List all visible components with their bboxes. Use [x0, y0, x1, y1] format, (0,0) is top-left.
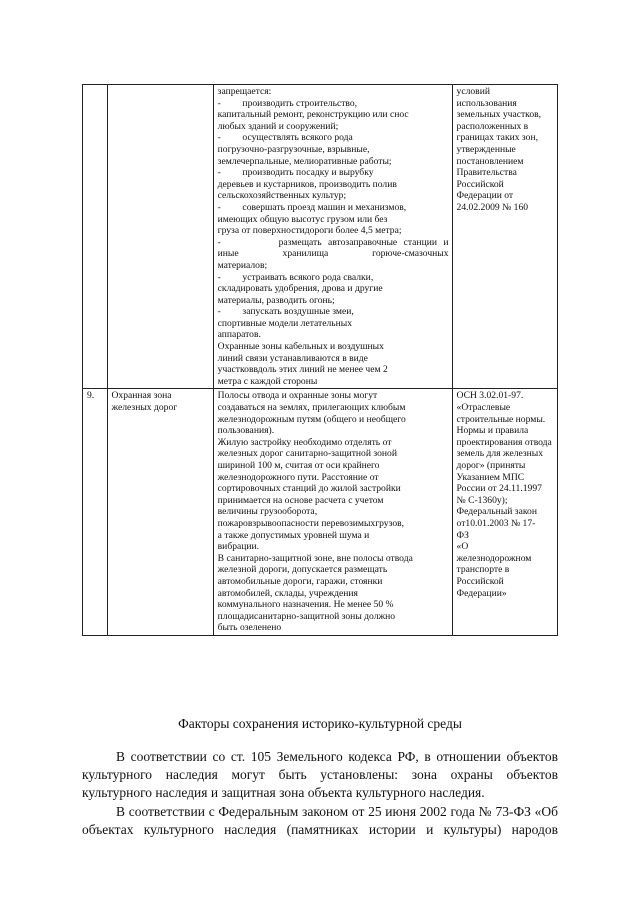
text-line: материалов; — [217, 259, 268, 271]
text-line: железнодорожным путям (общего и необщего — [217, 413, 406, 425]
text-line: ОСН 3.02.01-97. — [456, 390, 524, 402]
text-line: сельскохозяйственных культур; — [217, 190, 347, 202]
section-title: Факторы сохранения историко-культурной среды — [178, 716, 462, 731]
text-line: Указанием МПС — [456, 471, 525, 483]
text-line: принимается на основе расчета с учетом — [217, 494, 384, 506]
text-line: В санитарно-защитной зоне, вне полосы отвода — [217, 552, 413, 564]
text-line: иные хранилища горюче-смазочных — [217, 248, 449, 260]
body-paragraph — [82, 748, 558, 803]
text-line: аппаратов. — [217, 329, 261, 341]
row-number-cell: 9. — [83, 389, 108, 635]
text-line: условий — [456, 86, 490, 97]
text-line: Федерации от — [456, 190, 514, 202]
text-line: железной дороги, допускается размещать — [217, 564, 388, 576]
text-line: спортивные модели летательных — [217, 317, 353, 329]
zone-name-cell — [107, 389, 213, 635]
text-line: постановлением — [456, 155, 524, 167]
text-line: России от 24.11.1997 — [456, 483, 542, 495]
text-line: земельных участков, — [456, 109, 542, 121]
text-line: деревьев и кустарников, производить полив — [217, 178, 397, 190]
text-line: груза от поверхностидороги более 4,5 метра; — [217, 225, 402, 237]
text-line: культурного наследия могут быть установлены: зона охраны объектов — [82, 767, 558, 783]
text-line: участковвдоль этих линий не менее чем 2 — [217, 364, 388, 376]
text-line: дорог» (приняты — [456, 460, 526, 471]
text-line: - осуществлять всякого рода — [217, 132, 353, 144]
text-line: «Отраслевые — [456, 402, 511, 414]
legal-source-cell — [452, 389, 557, 635]
text-line: транспорте в — [456, 564, 510, 576]
text-line: культурного наследия и защитная зона объекта культурного наследия. — [82, 785, 485, 801]
text-line: линий связи устанавливаются в виде — [217, 352, 368, 364]
text-line: землечерпальные, мелиоративные работы; — [217, 155, 392, 167]
row-number-cell — [83, 85, 108, 389]
text-line: капитальный ремонт, реконструкцию или снос — [217, 109, 409, 121]
table-row — [83, 389, 558, 635]
restrictions-cell — [213, 85, 452, 389]
zone-name-cell — [107, 85, 213, 389]
text-line: утвержденные — [456, 143, 516, 155]
text-line: В соответствии с Федеральным законом от 25 июня 2002 года № 73-ФЗ «Об — [116, 804, 558, 819]
text-line: № С-1360у); — [456, 494, 508, 506]
text-line: проектирования отвода — [456, 436, 552, 448]
text-line: быть озеленено — [217, 622, 282, 634]
text-line: погрузочно-разгрузочные, взрывные, — [217, 143, 370, 155]
legal-source-cell — [452, 85, 557, 389]
text-line: Нормы и правила — [456, 425, 529, 437]
text-line: - устраивать всякого рода свалки, — [217, 271, 374, 283]
text-line: а также допустимых уровней шума и — [217, 529, 370, 541]
text-line: железнодорожном — [456, 552, 532, 564]
text-line: от10.01.2003 № 17- — [456, 517, 536, 529]
text-line: железнодорожного пути. Расстояние от — [217, 471, 379, 483]
text-line: пользования). — [217, 425, 275, 437]
text-line: Российской — [456, 178, 504, 190]
text-line: сортировочных станций до жилой застройки — [217, 483, 401, 495]
text-line: - производить строительство, — [217, 97, 358, 109]
text-line: вибрации. — [217, 541, 260, 553]
text-line: Охранные зоны кабельных и воздушных — [217, 341, 384, 353]
text-line: Охранная зона — [111, 390, 172, 402]
text-line: коммунального назначения. Не менее 50 % — [217, 599, 394, 611]
text-line: Федерации» — [456, 587, 507, 599]
text-line: границах таких зон, — [456, 132, 538, 144]
text-line: использования — [456, 97, 517, 109]
text-line: Федеральный закон — [456, 506, 537, 518]
text-line: складировать удобрения, дрова и другие — [217, 283, 383, 295]
text-line: - запускать воздушные змеи, — [217, 306, 354, 318]
text-line: ФЗ — [456, 529, 469, 541]
text-line: - размещать автозаправочные станции и — [217, 236, 449, 248]
text-line: шириной 100 м, считая от оси крайнего — [217, 460, 380, 471]
text-line: метра с каждой стороны — [217, 375, 318, 387]
text-line: пожаровзрывоопасности перевозимыхгрузов, — [217, 517, 405, 529]
text-line: железных дорог санитарно-защитной зоной — [217, 448, 397, 460]
text-line: величины грузооборота, — [217, 506, 318, 518]
restrictions-cell — [213, 389, 452, 635]
text-line: Жилую застройку необходимо отделять от — [217, 436, 392, 448]
regulations-table — [82, 84, 558, 636]
text-line: «О — [456, 541, 469, 553]
text-line: создаваться на землях, прилегающих клюбым — [217, 402, 406, 414]
text-line: площадисанитарно-защитной зоны должно — [217, 610, 396, 622]
text-line: автомобилей, склады, учреждения — [217, 587, 358, 599]
text-line: Полосы отвода и охранные зоны могут — [217, 390, 378, 402]
table-row — [83, 85, 558, 389]
text-line: объектах культурного наследия (памятниках истории и культуры) народов — [82, 822, 558, 838]
body-paragraph — [82, 803, 558, 839]
text-line: любых зданий и сооружений; — [217, 120, 339, 132]
text-line: земель для железных — [456, 448, 544, 460]
text-line: - производить посадку и вырубку — [217, 167, 374, 179]
text-line: строительные нормы. — [456, 413, 546, 425]
text-line: Российской — [456, 575, 504, 587]
text-line: - совершать проезд машин и механизмов, — [217, 201, 407, 213]
text-line: расположенных в — [456, 120, 529, 132]
text-line: железных дорог — [111, 402, 178, 414]
text-line: В соответствии со ст. 105 Земельного кодекса РФ, в отношении объектов — [116, 749, 558, 764]
text-line: запрещается: — [217, 86, 272, 97]
text-line: автомобильные дороги, гаражи, стоянки — [217, 575, 383, 587]
text-line: имеющих общую высотус грузом или без — [217, 213, 388, 225]
text-line: 24.02.2009 № 160 — [456, 201, 529, 213]
text-line: материалы, разводить огонь; — [217, 294, 335, 306]
text-line: Правительства — [456, 167, 517, 179]
